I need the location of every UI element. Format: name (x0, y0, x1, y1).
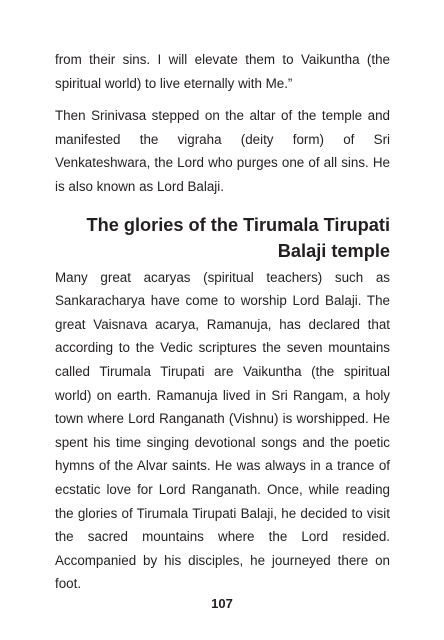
paragraph-srinivasa: Then Srinivasa stepped on the altar of the temple and manifested the vigraha (deity form) of Sri Venkateshwara, the Lord who purges one of all sins. He is also known as Lord Balaji. (55, 108, 390, 194)
page-number: 107 (211, 596, 233, 611)
paragraph-continuation: from their sins. I will elevate them to Vaikuntha (the spiritual world) to live eternally with Me.” (55, 52, 390, 91)
paragraph-body: Many great acaryas (spiritual teachers) such as Sankaracharya have come to worship Lord Balaji. The great Vaisnava acarya, Ramanuja, has declared that according to the Vedic scriptures the seven mountains called Tirumala Tirupati are Vaikuntha (the spiritual world) on earth. Ramanuja lived in Sri Rangam, a holy town where Lord Ranganath (Vishnu) is worshipped. He spent his time singing devotional songs and the poetic hymns of the Alvar saints. He was always in a trance of ecstatic love for Lord Ranganath. Once, while reading the glories of Tirumala Tirupati Balaji, he decided to visit the sacred mountains where the Lord resided. Accompanied by his disciples, he journeyed there on foot. (55, 269, 390, 592)
page-content (55, 48, 390, 596)
section-heading: The glories of the Tirumala Tirupati Balaji temple (86, 214, 390, 262)
